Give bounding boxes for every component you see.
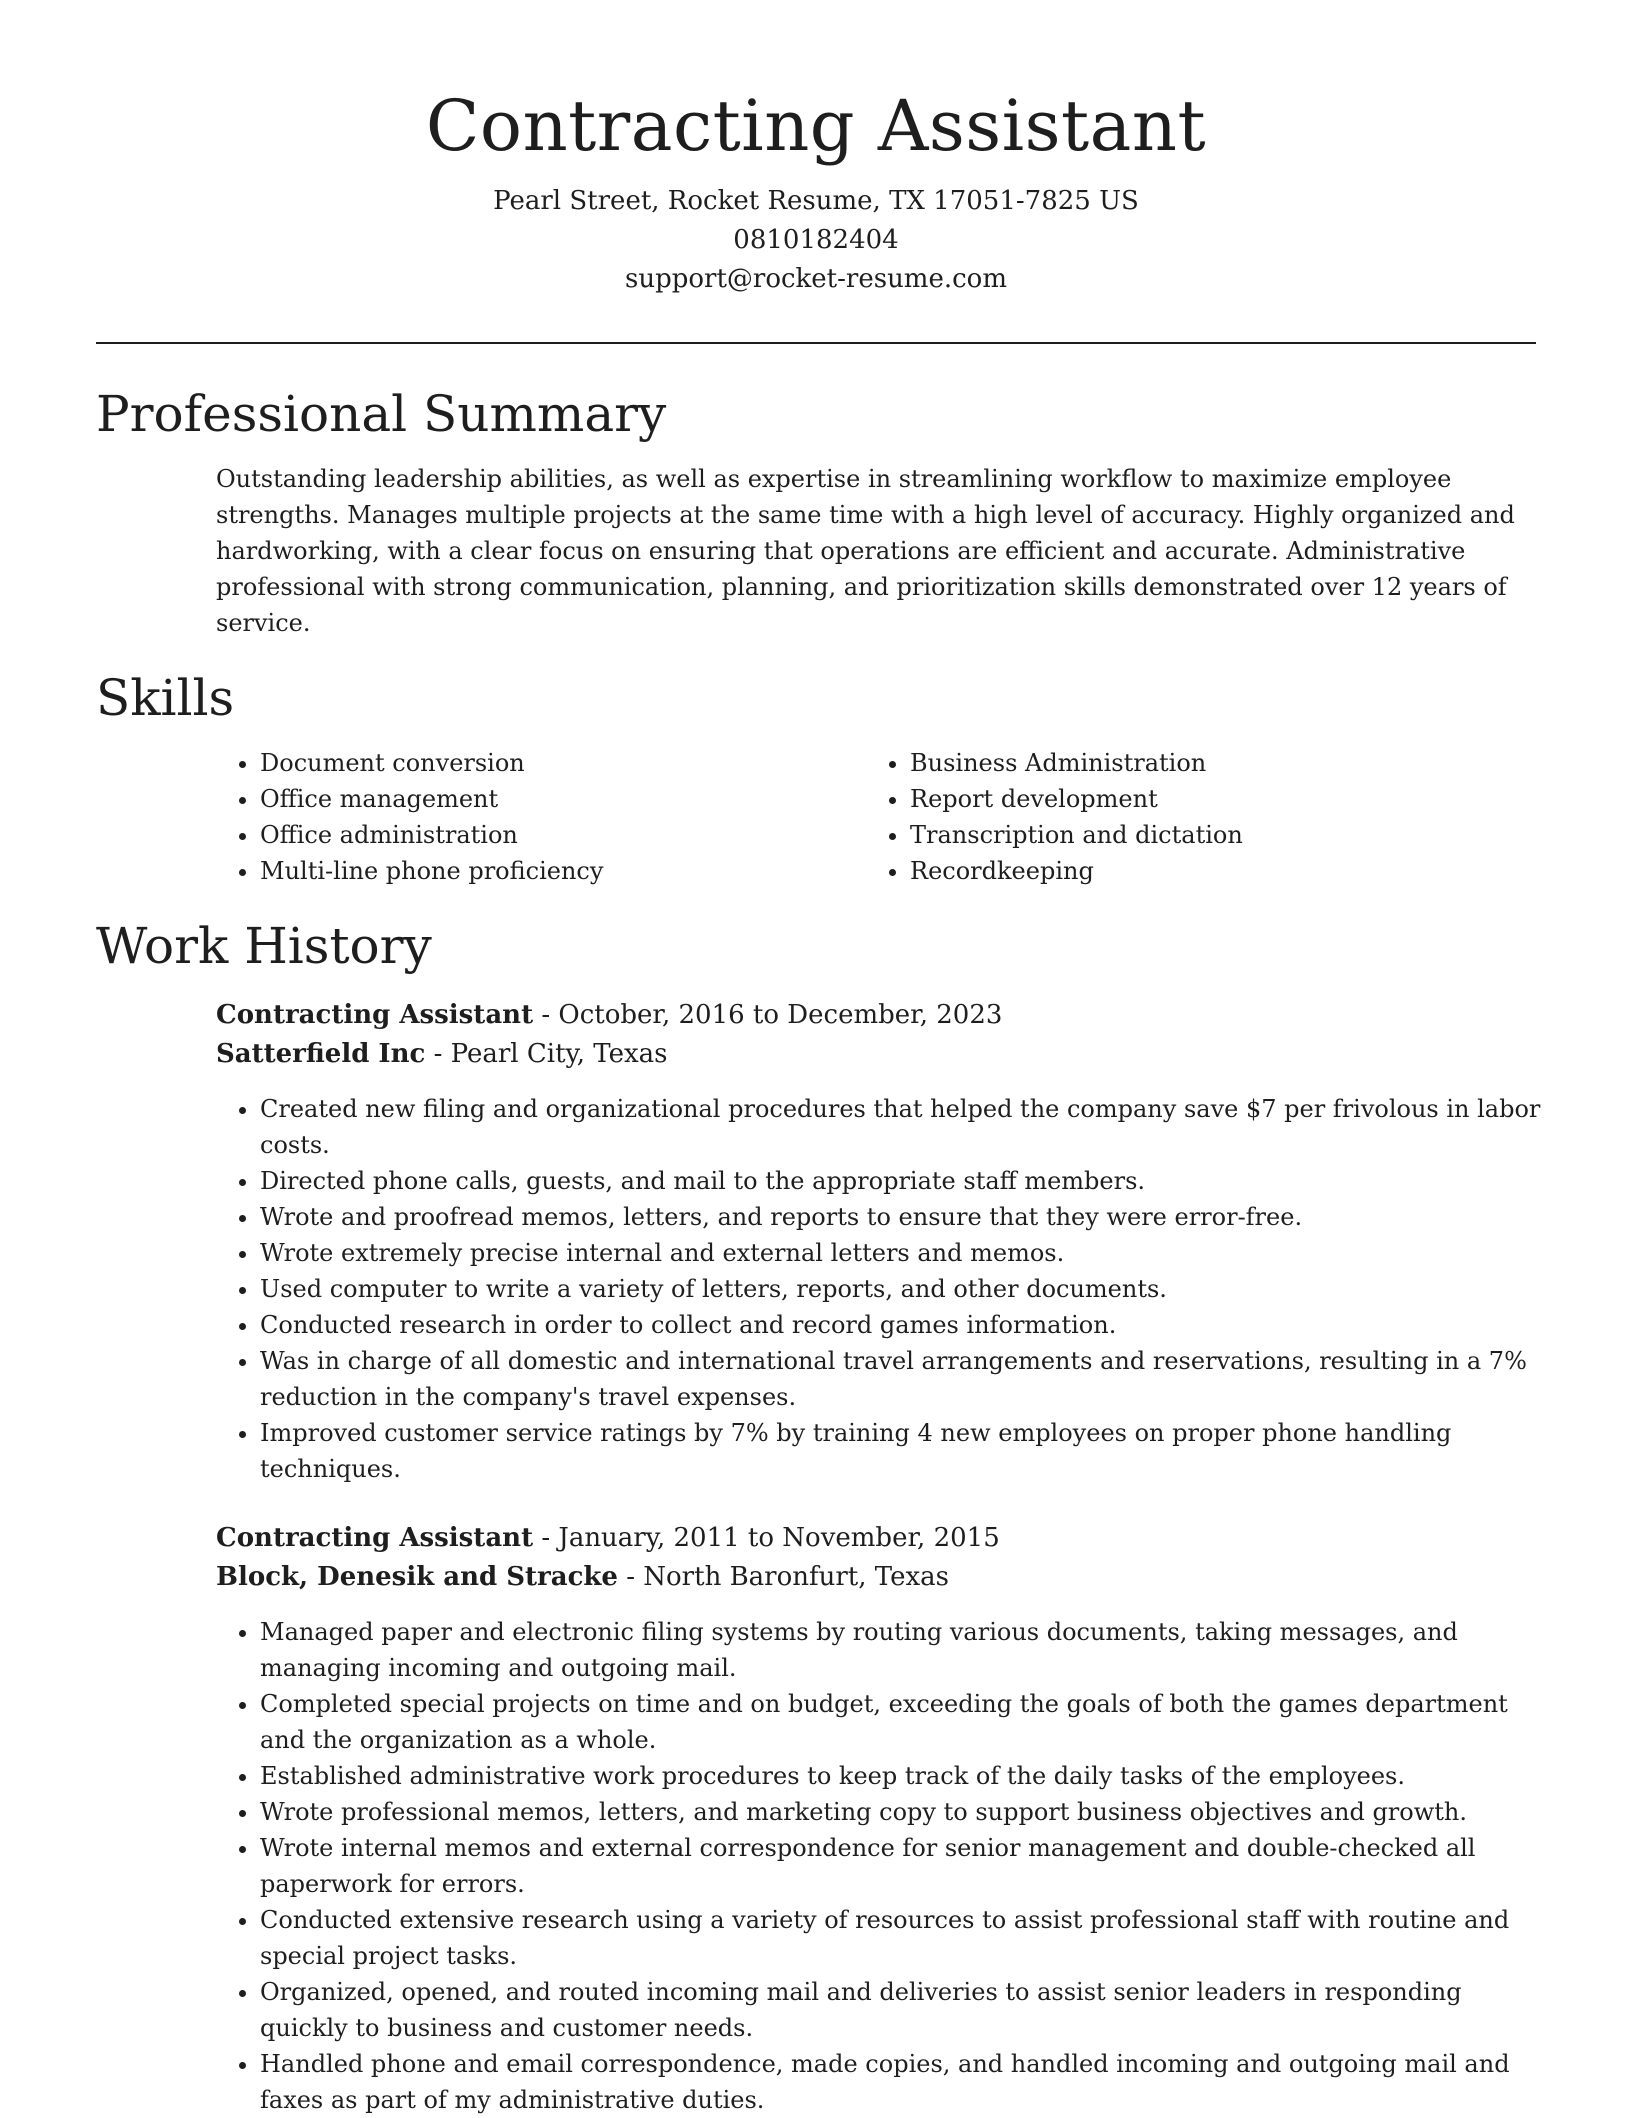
duty-item: • Conducted research in order to collect and record games information. [260, 1307, 1546, 1343]
contact-block [0, 182, 1632, 299]
job-entry [216, 996, 1546, 1487]
job-location: - North Baronfurt, Texas [617, 1562, 949, 1592]
summary-heading: Professional Summary [96, 385, 667, 443]
resume-header [0, 78, 1632, 299]
duty-item: • Directed phone calls, guests, and mail to the appropriate staff members. [260, 1163, 1546, 1199]
duty-item: • Wrote internal memos and external correspondence for senior management and double-checked all paperwork for errors. [260, 1830, 1546, 1902]
skill-item: • Office administration [260, 817, 866, 853]
skill-item: • Document conversion [260, 745, 866, 781]
summary-text: Outstanding leadership abilities, as well as expertise in streamlining workflow to maximize employee strengths. Manages multiple projects at the same time with a high level of accuracy. Highly organized and hardworking, with a clear focus on ensuring that operations are efficient and accurate. Administrative professional with strong communication, planning, and prioritization skills demonstrated over 12 years of service. [216, 465, 1515, 637]
job-duties-list [216, 1091, 1546, 1487]
duty-item: • Wrote extremely precise internal and external letters and memos. [260, 1235, 1546, 1271]
job-duties-list [216, 1614, 1546, 2118]
duty-item: • Wrote and proofread memos, letters, and reports to ensure that they were error-free. [260, 1199, 1546, 1235]
email-text: support@rocket-resume.com [624, 264, 1007, 294]
job-company-line [216, 1558, 1546, 1597]
skill-item: • Business Administration [910, 745, 1516, 781]
candidate-name: Contracting Assistant [425, 85, 1207, 167]
skill-item: • Office management [260, 781, 866, 817]
address-text: Pearl Street, Rocket Resume, TX 17051-7825 US [493, 186, 1139, 216]
skill-item: • Report development [910, 781, 1516, 817]
work-history-heading: Work History [96, 917, 432, 975]
duty-item: • Organized, opened, and routed incoming mail and deliveries to assist senior leaders in responding quickly to business and customer needs. [260, 1974, 1546, 2046]
duty-item: • Wrote professional memos, letters, and marketing copy to support business objectives and growth. [260, 1794, 1546, 1830]
duty-item: • Managed paper and electronic filing systems by routing various documents, taking messages, and managing incoming and outgoing mail. [260, 1614, 1546, 1686]
duty-item: • Handled phone and email correspondence, made copies, and handled incoming and outgoing mail and faxes as part of my administrative duties. [260, 2046, 1546, 2118]
job-location: - Pearl City, Texas [425, 1039, 668, 1069]
job-entry [216, 1519, 1546, 2118]
duty-item: • Established administrative work procedures to keep track of the daily tasks of the employees. [260, 1758, 1546, 1794]
duty-item: • Improved customer service ratings by 7% by training 4 new employees on proper phone handling techniques. [260, 1415, 1546, 1487]
duty-item: • Created new filing and organizational procedures that helped the company save $7 per frivolous in labor costs. [260, 1091, 1546, 1163]
skills-column-right [866, 745, 1516, 889]
job-role: Contracting Assistant [216, 1000, 534, 1030]
job-company: Satterfield Inc [216, 1039, 426, 1069]
header-divider [96, 342, 1536, 344]
job-title-line [216, 996, 1546, 1035]
skill-item: • Transcription and dictation [910, 817, 1516, 853]
skills-list [216, 745, 1536, 889]
skill-item: • Multi-line phone proficiency [260, 853, 866, 889]
job-role: Contracting Assistant [216, 1523, 534, 1553]
duty-item: • Was in charge of all domestic and international travel arrangements and reservations, resulting in a 7% reduction in the company's travel expenses. [260, 1343, 1546, 1415]
job-title-line [216, 1519, 1546, 1558]
phone-text: 0810182404 [733, 225, 899, 255]
skills-heading: Skills [96, 669, 235, 727]
job-company: Block, Denesik and Stracke [216, 1562, 618, 1592]
job-dates: - October, 2016 to December, 2023 [533, 1000, 1003, 1030]
skill-item: • Recordkeeping [910, 853, 1516, 889]
duty-item: • Completed special projects on time and on budget, exceeding the goals of both the games department and the organization as a whole. [260, 1686, 1546, 1758]
duty-item: • Used computer to write a variety of letters, reports, and other documents. [260, 1271, 1546, 1307]
job-dates: - January, 2011 to November, 2015 [533, 1523, 1000, 1553]
duty-item: • Conducted extensive research using a variety of resources to assist professional staff with routine and special project tasks. [260, 1902, 1546, 1974]
job-company-line [216, 1035, 1546, 1074]
skills-column-left [216, 745, 866, 889]
